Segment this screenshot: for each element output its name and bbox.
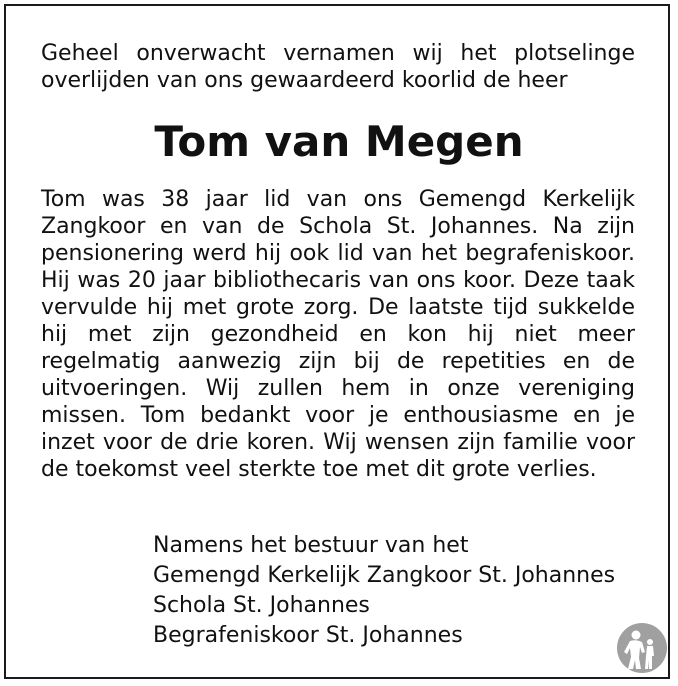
- signature-block: [153, 531, 615, 651]
- signature-line: Gemengd Kerkelijk Zangkoor St. Johannes: [153, 563, 616, 588]
- signature-line: Schola St. Johannes: [153, 593, 370, 618]
- signature-line: Namens het bestuur van het: [153, 533, 469, 558]
- intro-text: Geheel onverwacht vernamen wij het plotselinge overlijden van ons gewaardeerd koorlid de heer: [41, 41, 635, 93]
- memorial-figure-icon: [616, 622, 668, 674]
- body-text: Tom was 38 jaar lid van ons Gemengd Kerkelijk Zangkoor en van de Schola St. Johannes. Na zijn pensionering werd hij ook lid van het begrafeniskoor. Hij was 20 jaar bibliothecaris van ons koor. Deze taak vervulde hij met grote zorg. De laatste tijd sukkelde hij met zijn gezondheid en kon hij niet meer regelmatig aanwezig zijn bij de repetities en de uitvoeringen. Wij zullen hem in onze vereniging missen. Tom bedankt voor je enthousiasme en je inzet voor de drie koren. Wij wensen zijn familie voor de toekomst veel sterkte toe met dit grote verlies.: [41, 187, 635, 482]
- deceased-name: Tom van Megen: [154, 117, 524, 166]
- signature-line: Begrafeniskoor St. Johannes: [153, 623, 463, 648]
